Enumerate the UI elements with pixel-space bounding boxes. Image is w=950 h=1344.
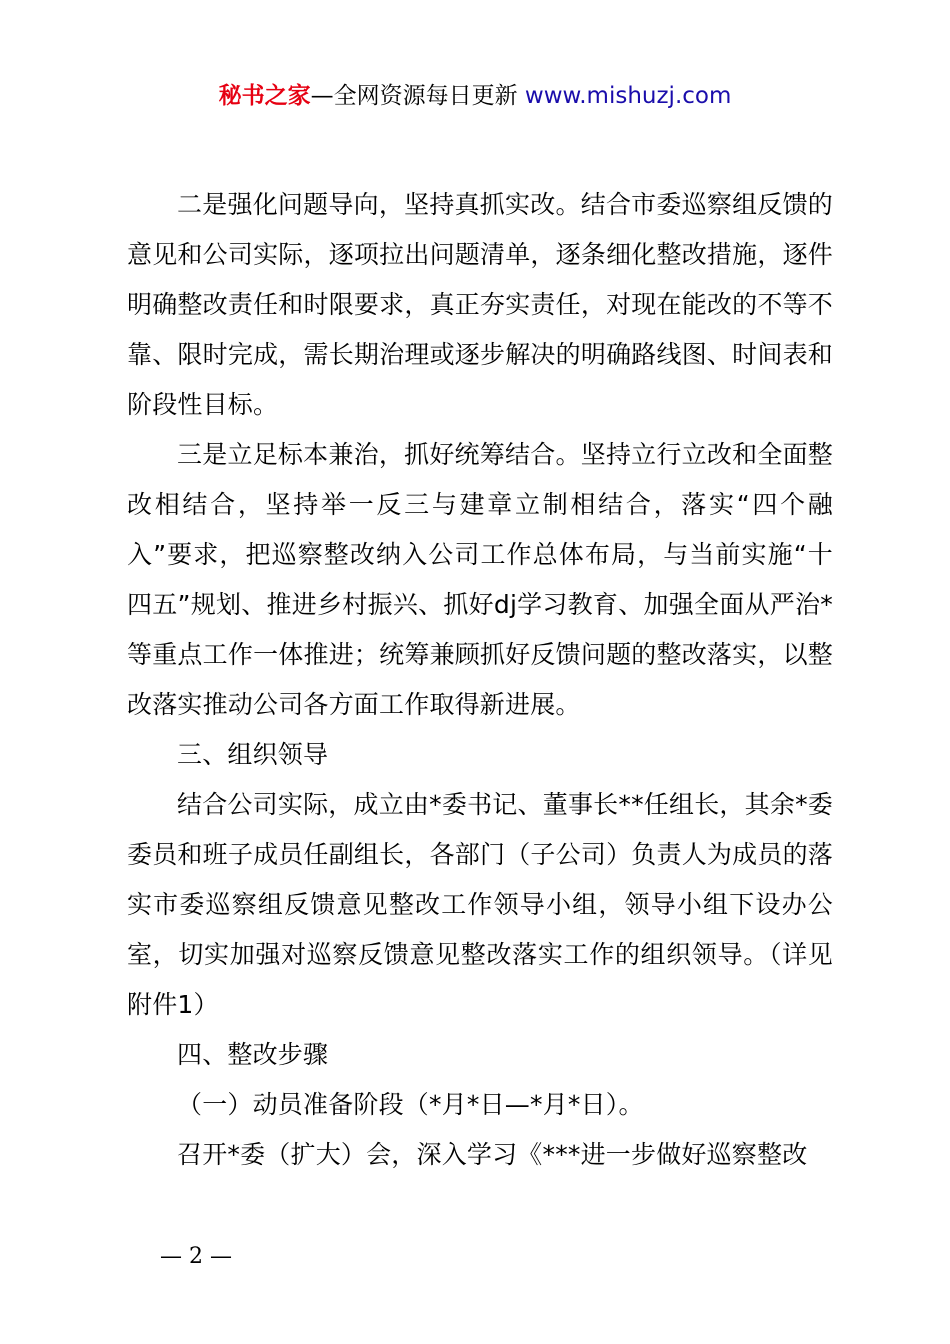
paragraph-coordination: 三是立足标本兼治，抓好统筹结合。坚持立行立改和全面整改相结合，坚持举一反三与建章立制相结合，落实“四个融入”要求，把巡察整改纳入公司工作总体布局，与当前实施“十四五”规划、推进乡村振兴、抓好dj学习教育、加强全面从严治*等重点工作一体推进；统筹兼顾抓好反馈问题的整改落实，以整改落实推动公司各方面工作取得新进展。 <box>127 440 833 719</box>
site-url-link[interactable]: www.mishuzj.com <box>524 83 732 109</box>
paragraph-problem-orientation: 二是强化问题导向，坚持真抓实改。结合市委巡察组反馈的意见和公司实际，逐项拉出问题清单，逐条细化整改措施，逐件明确整改责任和时限要求，真正夯实责任，对现在能改的不等不靠、限时完成，需长期治理或逐步解决的明确路线图、时间表和阶段性目标。 <box>127 190 833 419</box>
subheading-mobilization: （一）动员准备阶段（*月*日—*月*日）。 <box>177 1090 644 1119</box>
brand-name: 秘书之家 <box>218 83 311 109</box>
paragraph-leading-group: 结合公司实际，成立由*委书记、董事长**任组长，其余*委委员和班子成员任副组长，各部门（子公司）负责人为成员的落实市委巡察组反馈意见整改工作领导小组，领导小组下设办公室，切实加强对巡察反馈意见整改落实工作的组织领导。（详见附件1） <box>127 790 833 1019</box>
document-body <box>127 180 833 1180</box>
site-header <box>0 80 950 112</box>
header-tagline: —全网资源每日更新 <box>310 83 525 109</box>
section-heading-steps: 四、整改步骤 <box>177 1040 329 1069</box>
page-number: — 2 — <box>160 1244 232 1269</box>
paragraph-meeting: 召开*委（扩大）会，深入学习《***进一步做好巡察整改 <box>177 1140 808 1169</box>
section-heading-organization: 三、组织领导 <box>177 740 329 769</box>
